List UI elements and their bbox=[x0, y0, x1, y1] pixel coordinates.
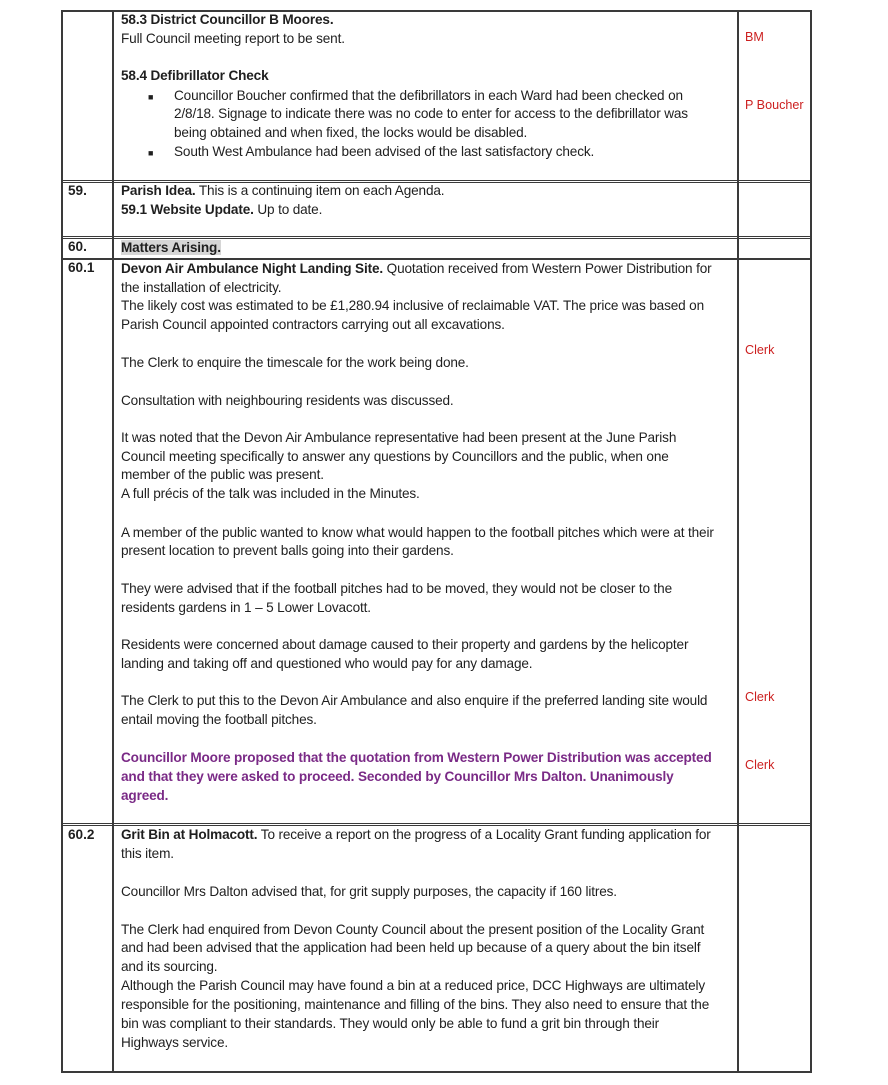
highlighted-title: Matters Arising. bbox=[121, 240, 221, 255]
section-58-3-heading: 58.3 District Councillor B Moores. bbox=[121, 12, 334, 27]
bullet-line: South West Ambulance had been advised of the last satisfactory check. bbox=[174, 144, 595, 159]
body-line: Highways service. bbox=[121, 1035, 228, 1050]
body-line: Residents were concerned about damage caused to their property and gardens by the helicopter bbox=[121, 637, 689, 652]
body-line: Councillor Mrs Dalton advised that, for grit supply purposes, the capacity if 160 litres. bbox=[121, 884, 617, 899]
body-line: The Clerk had enquired from Devon County Council about the present position of the Locality Grant bbox=[121, 922, 705, 937]
subitem-body: Up to date. bbox=[253, 202, 323, 217]
bullet-icon: ■ bbox=[148, 92, 154, 102]
item-title: Grit Bin at Holmacott. bbox=[121, 827, 258, 842]
action-owner: Clerk bbox=[745, 343, 775, 357]
body-line: They were advised that if the football pitches had to be moved, they would not be closer to the bbox=[121, 581, 672, 596]
item-number: 60.1 bbox=[68, 260, 95, 275]
body-line: present location to prevent balls going into their gardens. bbox=[121, 543, 454, 558]
column-divider-number bbox=[112, 10, 114, 1072]
item-text bbox=[121, 260, 712, 279]
action-owner: Clerk bbox=[745, 690, 775, 704]
body-line: A full précis of the talk was included in the Minutes. bbox=[121, 486, 420, 501]
item-text bbox=[121, 182, 444, 201]
body-line: A member of the public wanted to know what would happen to the football pitches which were at their bbox=[121, 525, 714, 540]
body-line: Council meeting specifically to answer any questions by Councillors and the public, when one bbox=[121, 449, 669, 464]
item-body: To receive a report on the progress of a Locality Grant funding application for bbox=[257, 827, 711, 842]
item-number: 60.2 bbox=[68, 827, 95, 842]
column-divider-action bbox=[737, 10, 739, 1072]
body-line: the installation of electricity. bbox=[121, 280, 282, 295]
row-divider bbox=[61, 823, 812, 824]
item-number: 59. bbox=[68, 183, 87, 198]
body-line: this item. bbox=[121, 846, 174, 861]
body-line: It was noted that the Devon Air Ambulance representative had been present at the June Parish bbox=[121, 430, 677, 445]
item-body: This is a continuing item on each Agenda. bbox=[195, 183, 445, 198]
table-border-right bbox=[810, 10, 812, 1072]
body-line: The likely cost was estimated to be £1,280.94 inclusive of reclaimable VAT. The price was based on bbox=[121, 298, 704, 313]
bullet-line: Councillor Boucher confirmed that the defibrillators in each Ward had been checked on bbox=[174, 88, 683, 103]
body-line: The Clerk to enquire the timescale for the work being done. bbox=[121, 355, 469, 370]
section-58-4-heading: 58.4 Defibrillator Check bbox=[121, 68, 269, 83]
bullet-icon: ■ bbox=[148, 148, 154, 158]
section-58-3-text: Full Council meeting report to be sent. bbox=[121, 31, 345, 46]
item-number: 60. bbox=[68, 239, 87, 254]
item-body: Quotation received from Western Power Distribution for bbox=[383, 261, 712, 276]
body-line: The Clerk to put this to the Devon Air Ambulance and also enquire if the preferred landing site would bbox=[121, 693, 708, 708]
row-divider bbox=[61, 180, 812, 181]
subitem-title: 59.1 Website Update. bbox=[121, 202, 254, 217]
bullet-line: being obtained and when fixed, the locks would be disabled. bbox=[174, 125, 528, 140]
table-border-bottom bbox=[61, 1071, 812, 1073]
table-border-left bbox=[61, 10, 63, 1072]
body-line: Although the Parish Council may have found a bin at a reduced price, DCC Highways are ultimately bbox=[121, 978, 706, 993]
action-owner: BM bbox=[745, 30, 764, 44]
body-line: and had been advised that the application had been held up because of a query about the bin itself bbox=[121, 940, 701, 955]
resolution-line: agreed. bbox=[121, 788, 169, 803]
body-line: responsible for the positioning, maintenance and filling of the bins. They also need to ensure that the bbox=[121, 997, 710, 1012]
item-title: Devon Air Ambulance Night Landing Site. bbox=[121, 261, 384, 276]
action-owner: Clerk bbox=[745, 758, 775, 772]
body-line: residents gardens in 1 – 5 Lower Lovacott. bbox=[121, 600, 371, 615]
action-owner: P Boucher bbox=[745, 98, 804, 112]
body-line: Parish Council appointed contractors carrying out all excavations. bbox=[121, 317, 505, 332]
resolution-line: Councillor Moore proposed that the quotation from Western Power Distribution was accepted bbox=[121, 750, 712, 765]
body-line: and its sourcing. bbox=[121, 959, 218, 974]
body-line: Consultation with neighbouring residents was discussed. bbox=[121, 393, 454, 408]
row-divider bbox=[61, 236, 812, 237]
body-line: bin was compliant to their standards. They would only be able to fund a grit bin through their bbox=[121, 1016, 660, 1031]
item-title bbox=[121, 239, 221, 258]
body-line: member of the public was present. bbox=[121, 467, 324, 482]
item-title: Parish Idea. bbox=[121, 183, 196, 198]
body-line: landing and taking off and questioned who would pay for any damage. bbox=[121, 656, 533, 671]
bullet-line: 2/8/18. Signage to indicate there was no code to enter for access to the defibrillator was bbox=[174, 106, 688, 121]
resolution-line: and that they were asked to proceed. Seconded by Councillor Mrs Dalton. Unanimously bbox=[121, 769, 674, 784]
subitem-text bbox=[121, 201, 322, 220]
item-text bbox=[121, 826, 711, 845]
body-line: entail moving the football pitches. bbox=[121, 712, 317, 727]
